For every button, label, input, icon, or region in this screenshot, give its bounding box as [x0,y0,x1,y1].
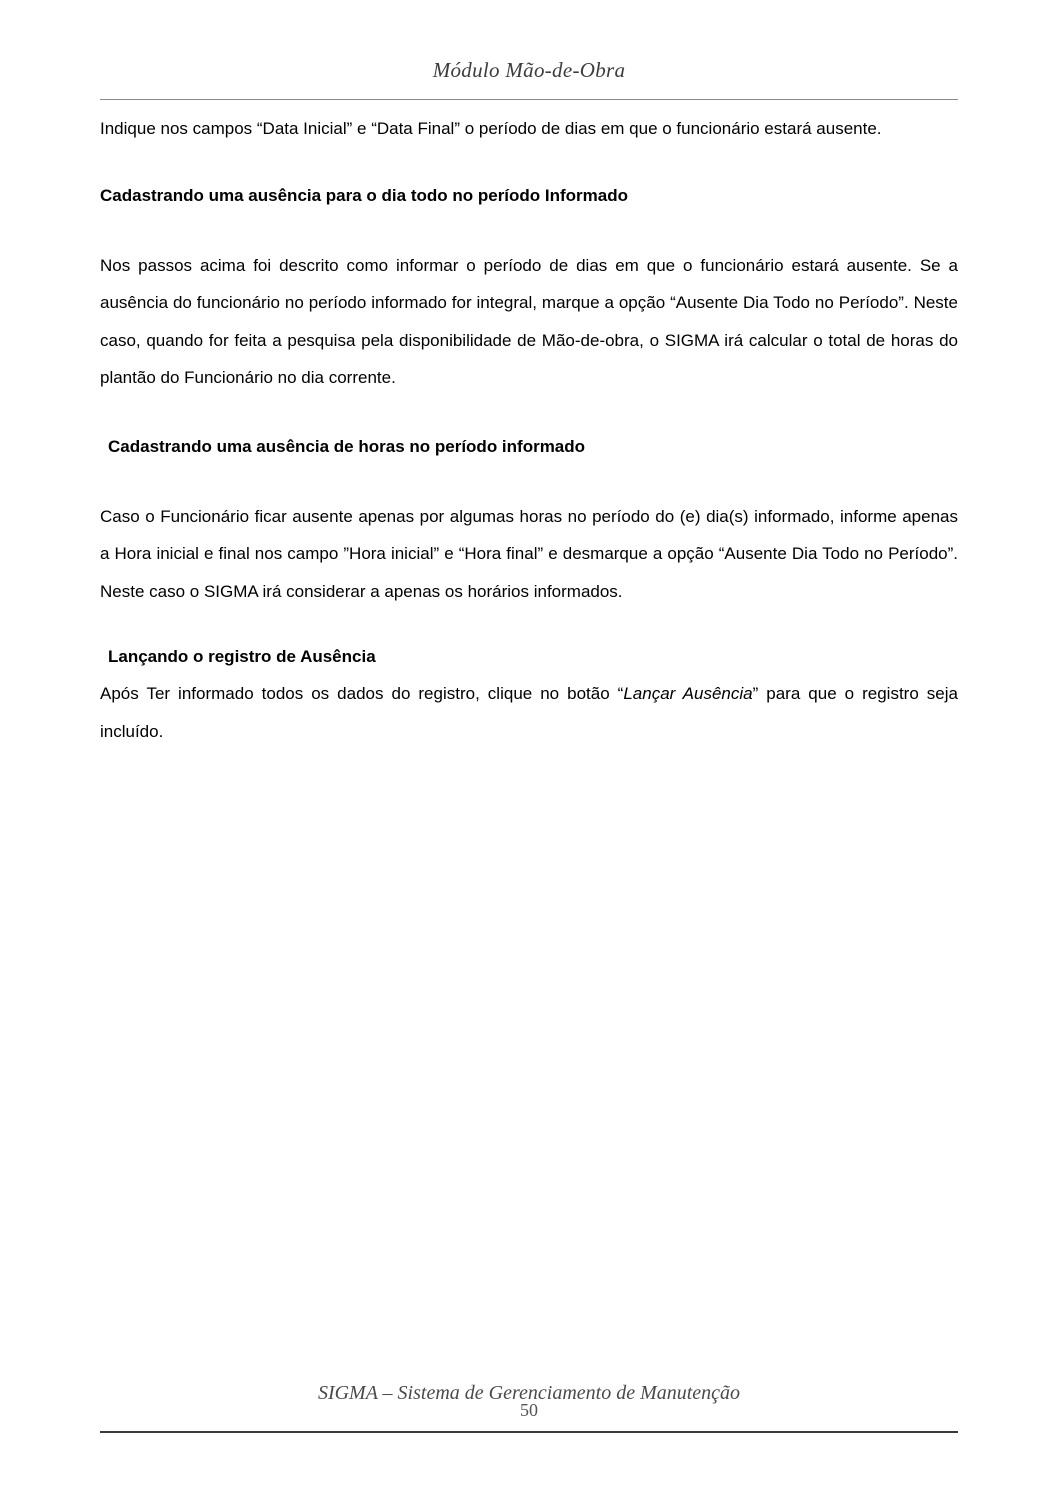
paragraph-full-day-absence: Nos passos acima foi descrito como informar o período de dias em que o funcionário estará ausente. Se a ausência do funcionário no período informado for integral, marque a opção “Ausente Dia Todo no Período”. Neste caso, quando for feita a pesquisa pela disponibilidade de Mão-de-obra, o SIGMA irá calcular o total de horas do plantão do Funcionário no dia corrente. [100,255,958,387]
document-body [0,100,1058,750]
launch-button-reference: Lançar Ausência [623,684,753,704]
page-header [0,0,1058,83]
header-title: Módulo Mão-de-Obra [432,58,626,82]
page-number: 50 [520,1400,538,1420]
launch-record-text-after: ” para que o registro seja incluído. [100,684,958,741]
section-heading-full-day-absence: Cadastrando uma ausência para o dia todo no período Informado [100,186,629,206]
paragraph-intro: Indique nos campos “Data Inicial” e “Data Final” o período de dias em que o funcionário estará ausente. [100,119,882,138]
launch-record-text-before: Após Ter informado todos os dados do registro, clique no botão “ [100,684,624,704]
paragraph-launch-record [100,675,958,750]
footer-title: SIGMA – Sistema de Gerenciamento de Manutenção [317,1382,741,1404]
section-heading-hours-absence: Cadastrando uma ausência de horas no período informado [108,437,586,457]
section-heading-launch-record: Lançando o registro de Ausência [108,646,376,666]
paragraph-hours-absence: Caso o Funcionário ficar ausente apenas por algumas horas no período do (e) dia(s) informado, informe apenas a Hora inicial e final nos campo ”Hora inicial” e “Hora final” e desmarque a opção “Ausente Dia Todo no Período”. Neste caso o SIGMA irá considerar a apenas os horários informados. [100,506,958,601]
footer-rule [100,1431,958,1433]
